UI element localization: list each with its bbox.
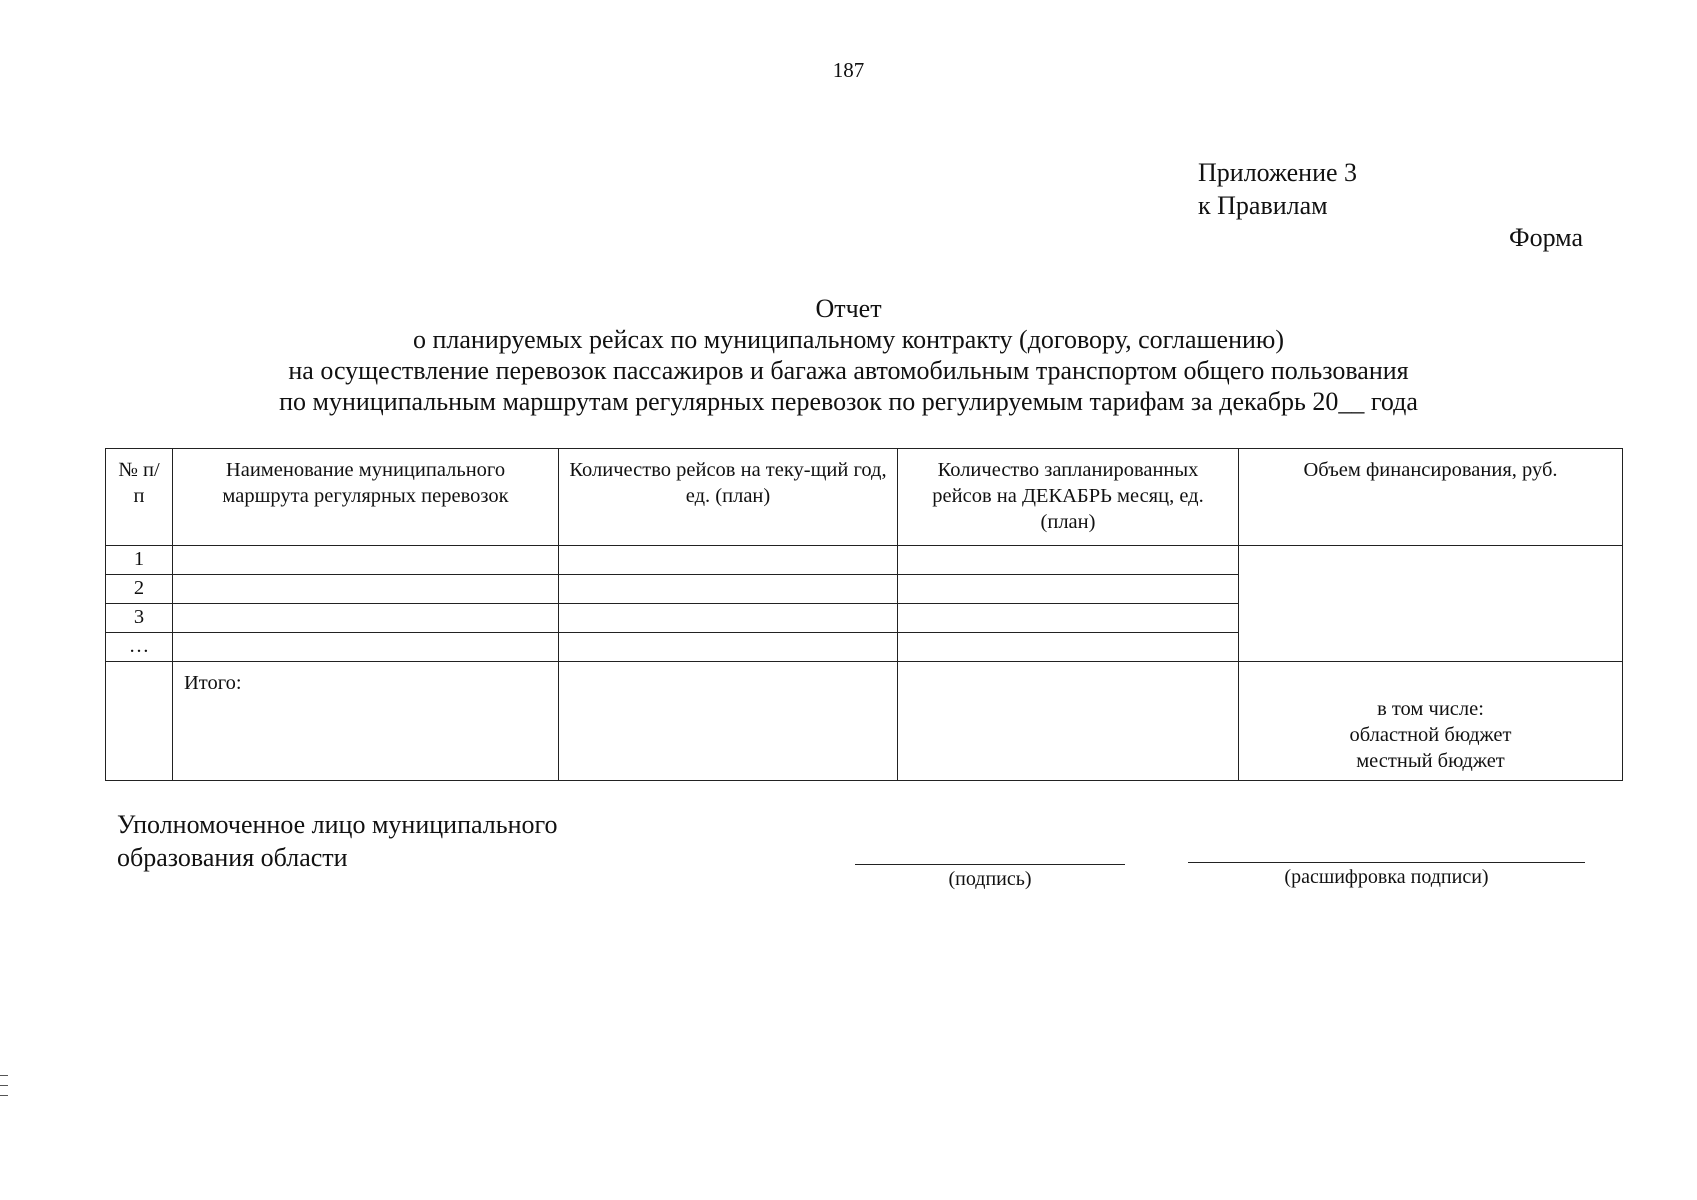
row-number: 2 (106, 575, 173, 604)
signature-caption: (подпись) (948, 868, 1032, 890)
total-trips-year-cell (559, 662, 898, 781)
financing-split-line-2: областной бюджет (1349, 724, 1512, 746)
total-num-cell (106, 662, 173, 781)
header-num: № п/п (106, 449, 173, 546)
report-title-line-1: Отчет (815, 294, 882, 323)
signatory-line-2: образования области (117, 843, 348, 872)
financing-split-line-1: в том числе: (1377, 698, 1484, 720)
route-cell (173, 575, 559, 604)
page-number: 187 (832, 58, 865, 82)
financing-cell (1239, 546, 1623, 662)
appendix-title: Приложение 3 (1198, 158, 1358, 187)
form-label: Форма (1509, 223, 1583, 252)
financing-split-cell (1239, 662, 1623, 781)
route-cell (173, 546, 559, 575)
report-title-line-2: о планируемых рейсах по муниципальному контракту (договору, соглашению) (413, 325, 1284, 354)
report-title (0, 293, 1697, 417)
signature-line (855, 864, 1125, 865)
row-number: 1 (106, 546, 173, 575)
header-financing: Объем финансирования, руб. (1239, 449, 1623, 546)
trips-december-cell (898, 633, 1239, 662)
total-trips-december-cell (898, 662, 1239, 781)
trips-year-cell (559, 575, 898, 604)
appendix-subtitle: к Правилам (1198, 191, 1328, 220)
margin-mark (0, 1075, 8, 1076)
signatory-label (117, 808, 558, 874)
table-row (106, 546, 1623, 575)
trips-december-cell (898, 604, 1239, 633)
route-cell (173, 604, 559, 633)
route-cell (173, 633, 559, 662)
trips-december-cell (898, 575, 1239, 604)
row-number: 3 (106, 604, 173, 633)
header-trips-year: Количество рейсов на теку-щий год, ед. (план) (559, 449, 898, 546)
header-trips-december: Количество запланированных рейсов на ДЕКАБРЬ месяц, ед. (план) (898, 449, 1239, 546)
trips-year-cell (559, 633, 898, 662)
table-header-row (106, 449, 1623, 546)
trips-december-cell (898, 546, 1239, 575)
report-table (105, 448, 1623, 781)
total-row (106, 662, 1623, 781)
report-title-line-3: на осуществление перевозок пассажиров и багажа автомобильным транспортом общего пользования (288, 356, 1409, 385)
signatory-line-1: Уполномоченное лицо муниципального (117, 810, 558, 839)
margin-mark (0, 1095, 8, 1096)
margin-mark (0, 1085, 8, 1086)
financing-split-line-3: местный бюджет (1356, 750, 1505, 772)
trips-year-cell (559, 604, 898, 633)
row-number: … (106, 633, 173, 662)
header-route: Наименование муниципального маршрута регулярных перевозок (173, 449, 559, 546)
signature-decode-caption: (расшифровка подписи) (1284, 866, 1489, 888)
trips-year-cell (559, 546, 898, 575)
signature-decode-line (1188, 862, 1585, 863)
total-label: Итого: (173, 662, 559, 781)
report-title-line-4: по муниципальным маршрутам регулярных перевозок по регулируемым тарифам за декабрь 20__ года (279, 387, 1418, 416)
